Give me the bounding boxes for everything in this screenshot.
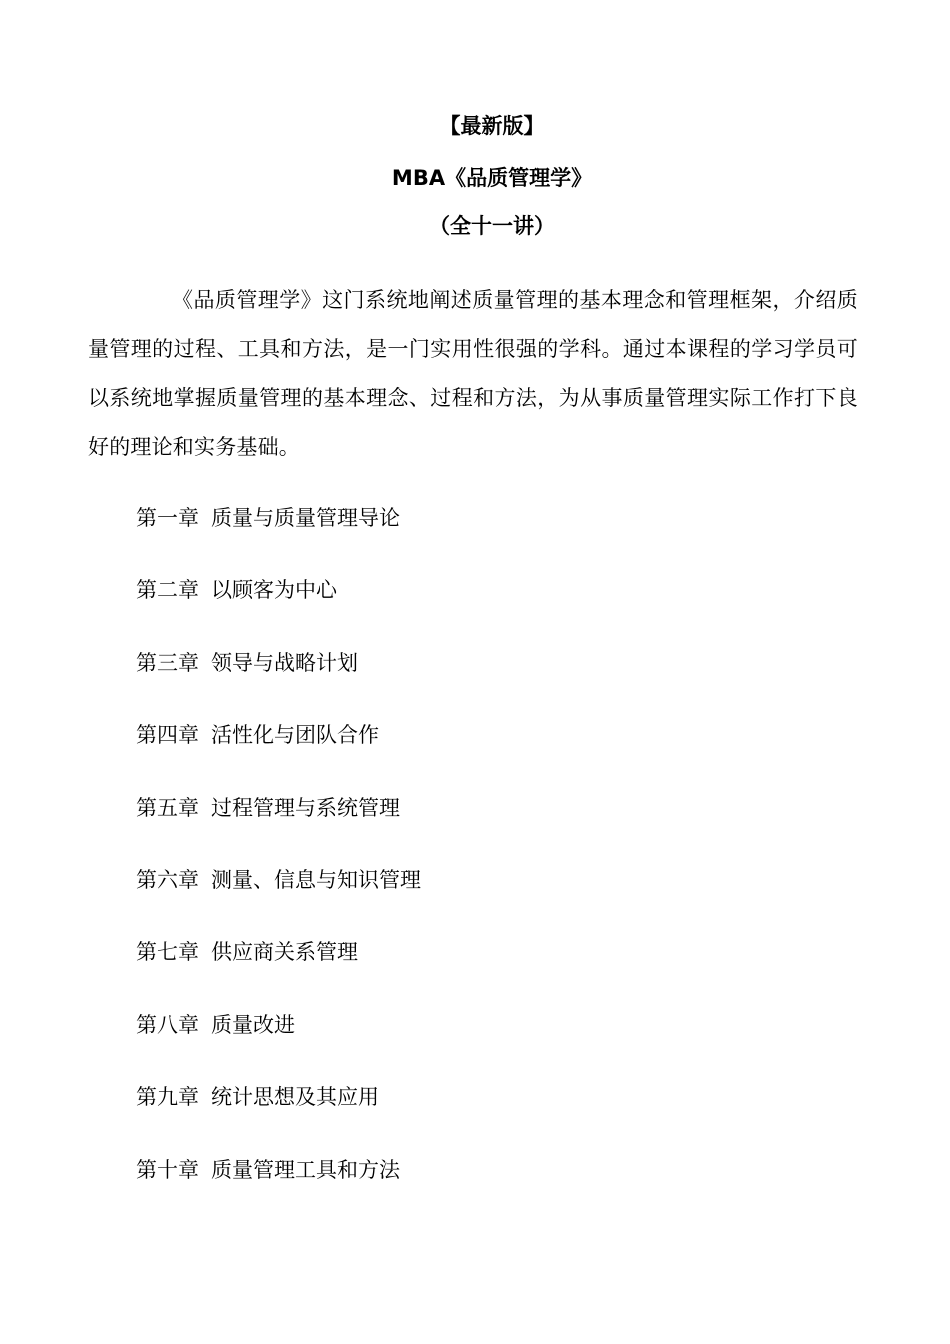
chapter-number: 第三章 xyxy=(136,650,199,675)
chapter-title: 统计思想及其应用 xyxy=(211,1085,379,1110)
edition-label: 【最新版】 xyxy=(439,114,545,138)
chapter-title: 过程管理与系统管理 xyxy=(211,795,400,820)
chapter-number: 第四章 xyxy=(136,723,199,748)
lecture-count: （全十一讲） xyxy=(429,214,555,238)
chapter-item xyxy=(136,572,421,644)
chapter-title: 领导与战略计划 xyxy=(211,650,358,675)
chapter-item xyxy=(136,1152,421,1224)
chapter-number: 第二章 xyxy=(136,578,199,603)
chapter-number: 第十章 xyxy=(136,1157,199,1182)
chapter-item xyxy=(136,790,421,862)
chapter-item xyxy=(136,500,421,572)
chapter-title: 质量与质量管理导论 xyxy=(211,506,400,530)
chapter-item xyxy=(136,1079,421,1151)
chapter-item xyxy=(136,934,421,1006)
chapter-item xyxy=(136,645,421,717)
course-title: MBA《品质管理学》 xyxy=(391,166,593,190)
chapter-number: 第九章 xyxy=(136,1085,199,1110)
chapter-item xyxy=(136,862,421,934)
chapter-number: 第七章 xyxy=(136,940,199,965)
chapter-title: 供应商关系管理 xyxy=(211,940,358,965)
chapter-title: 测量、信息与知识管理 xyxy=(211,867,421,892)
chapter-number: 第八章 xyxy=(136,1012,199,1037)
chapter-title: 质量改进 xyxy=(211,1012,295,1037)
chapter-number: 第六章 xyxy=(136,867,199,892)
chapter-title: 质量管理工具和方法 xyxy=(211,1157,400,1182)
intro-paragraph: 《品质管理学》这门系统地阐述质量管理的基本理念和管理框架，介绍质量管理的过程、工具和方法，是一门实用性很强的学科。通过本课程的学习学员可以系统地掌握质量管理的基本理念、过程和方法，为从事质量管理实际工作打下良好的理论和实务基础。 xyxy=(88,288,858,459)
chapter-title: 以顾客为中心 xyxy=(211,578,337,603)
chapter-title: 活性化与团队合作 xyxy=(211,723,379,748)
chapter-number: 第五章 xyxy=(136,795,199,820)
chapter-item xyxy=(136,1007,421,1079)
chapter-number: 第一章 xyxy=(136,506,199,530)
chapter-list xyxy=(136,500,421,1224)
chapter-item xyxy=(136,717,421,789)
